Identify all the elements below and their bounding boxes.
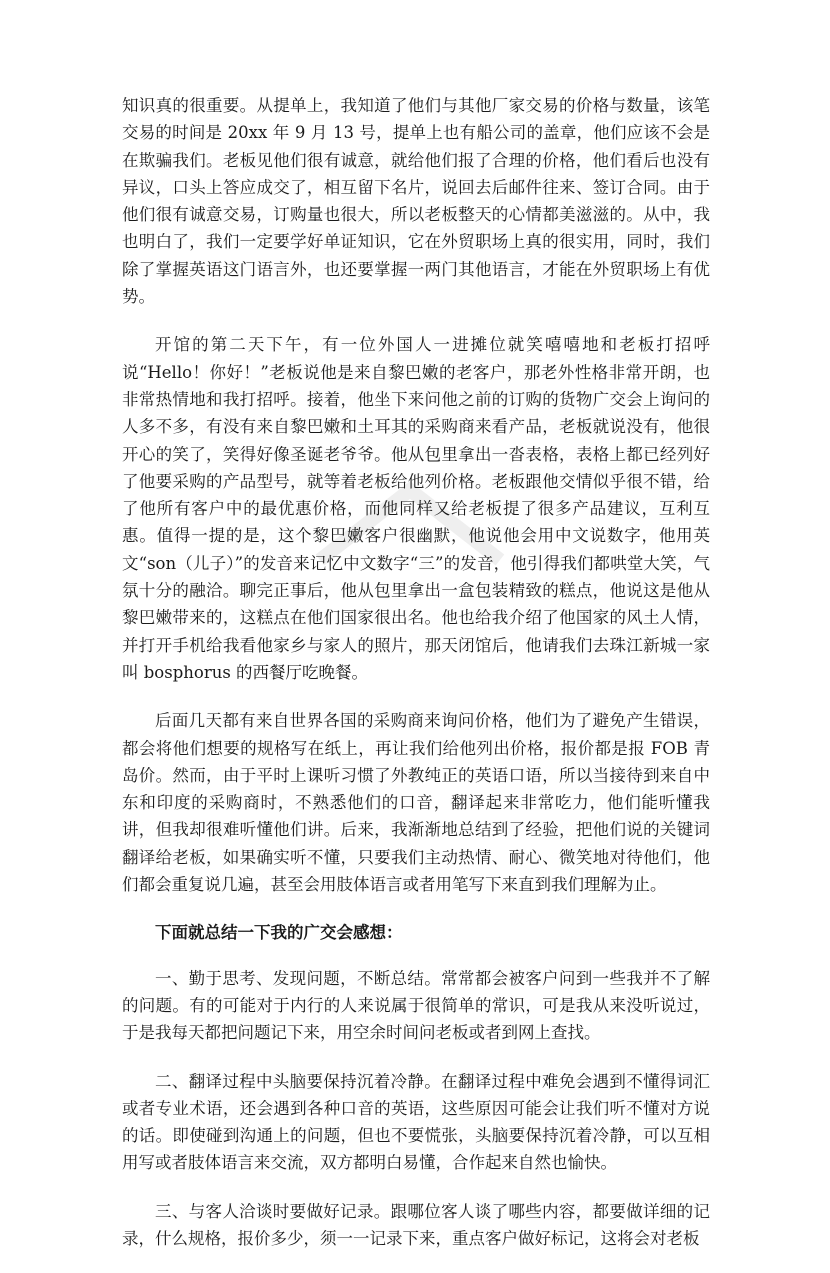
paragraph-buyers-inquiry: 后面几天都有来自世界各国的采购商来询问价格，他们为了避免产生错误，都会将他们想要的规格写在纸上，再让我们给他列出价格，报价都是报 FOB 青岛价。然而，由于平时上课听习惯了外教纯正的英语口语，所以当接待到来自中东和印度的采购商时，不熟悉他们的口音，翻译起来非常吃力，他们能听懂我讲，但我却很难听懂他们讲。后来，我渐渐地总结到了经验，把他们说的关键词翻译给老板，如果确实听不懂，只要我们主动热情、耐心、微笑地对待他们，他们都会重复说几遍，甚至会用肢体语言或者用笔写下来直到我们理解为止。 — [122, 711, 710, 895]
paragraph-point-one: 一、勤于思考、发现问题，不断总结。常常都会被客户问到一些我并不了解的问题。有的可能对于内行的人来说属于很简单的常识，可是我从来没听说过，于是我每天都把问题记下来，用空余时间问老板或者到网上查找。 — [122, 968, 710, 1043]
section-heading-summary: 下面就总结一下我的广交会感想： — [155, 923, 403, 943]
paragraph-point-two: 二、翻译过程中头脑要保持沉着冷静。在翻译过程中难免会遇到不懂得词汇或者专业术语，还会遇到各种口音的英语，这些原因可能会让我们听不懂对方说的话。即使碰到沟通上的问题，但也不要慌张，头脑要保持沉着冷静，可以互相用写或者肢体语言来交流，双方都明白易懂，合作起来自然也愉快。 — [122, 1071, 710, 1173]
paragraph-continuation: 知识真的很重要。从提单上，我知道了他们与其他厂家交易的价格与数量，该笔交易的时间是 20xx 年 9 月 13 号，提单上也有船公司的盖章，他们应该不会是在欺骗我们。老板见他们很有诚意，就给他们报了合理的价格，他们看后也没有异议，口头上答应成交了，相互留下名片，说回去后邮件往来、签订合同。由于他们很有诚意交易，订购量也很大，所以老板整天的心情都美滋滋的。从中，我也明白了，我们一定要学好单证知识，它在外贸职场上真的很实用，同时，我们除了掌握英语这门语言外，也还要掌握一两门其他语言，才能在外贸职场上有优势。 — [122, 96, 710, 307]
paragraph-point-three: 三、与客人洽谈时要做好记录。跟哪位客人谈了哪些内容，都要做详细的记录，什么规格，报价多少，须一一记录下来，重点客户做好标记，这将会对老板 — [122, 1201, 710, 1248]
paragraph-lebanese-customer: 开馆的第二天下午，有一位外国人一进摊位就笑嘻嘻地和老板打招呼说“Hello！你好！”老板说他是来自黎巴嫩的老客户，那老外性格非常开朗，也非常热情地和我打招呼。接着，他坐下来问他之前的订购的货物广交会上询问的人多不多，有没有来自黎巴嫩和土耳其的采购商来看产品，老板就说没有，他很开心的笑了，笑得好像圣诞老爷爷。他从包里拿出一沓表格，表格上都已经列好了他要采购的产品型号，就等着老板给他列价格。老板跟他交情似乎很不错，给了他所有客户中的最优惠价格，而他同样又给老板提了很多产品建议，互利互惠。值得一提的是，这个黎巴嫩客户很幽默，他说他会用中文说数字，他用英文“son（儿子）”的发音来记忆中文数字“三”的发音，他引得我们都哄堂大笑，气氛十分的融洽。聊完正事后，他从包里拿出一盒包装精致的糕点，他说这是他从黎巴嫩带来的，这糕点在他们国家很出名。他也给我介绍了他国家的风土人情，并打开手机给我看他家乡与家人的照片，那天闭馆后，他请我们去珠江新城一家叫 bosphorus 的西餐厅吃晚餐。 — [122, 335, 710, 682]
document-body — [122, 92, 710, 1273]
